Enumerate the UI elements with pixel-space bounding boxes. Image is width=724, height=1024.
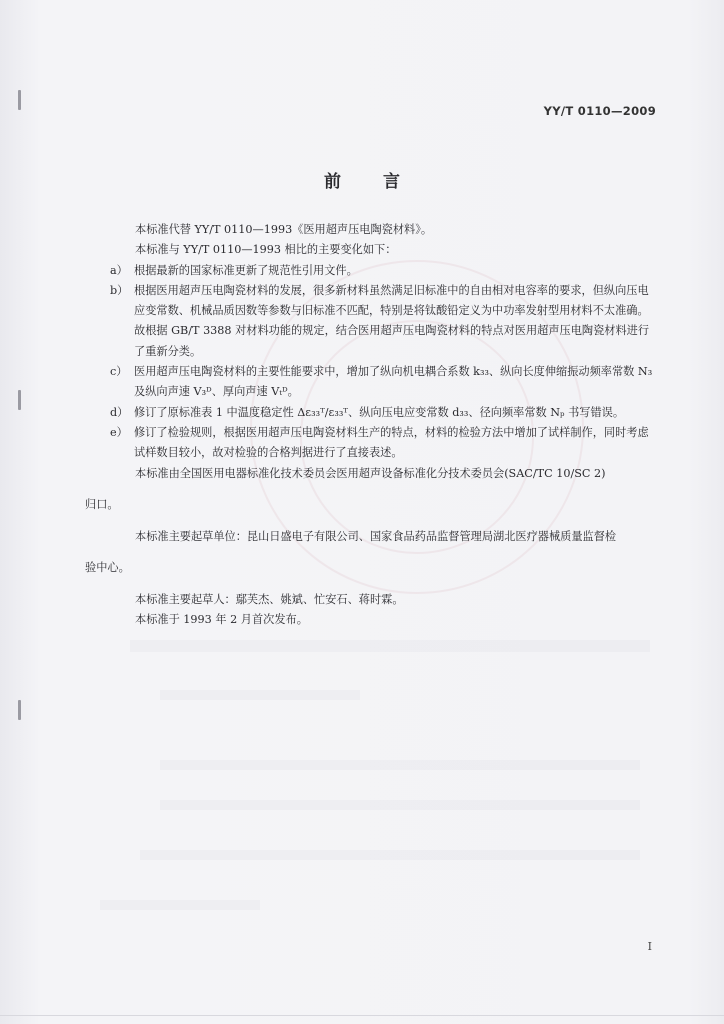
paragraph-drafting-units xyxy=(110,527,658,547)
list-item xyxy=(110,423,658,464)
list-item xyxy=(110,403,658,423)
page-title xyxy=(0,167,724,192)
list-item-text: 医用超声压电陶瓷材料的主要性能要求中，增加了纵向机电耦合系数 k₃₃、纵向长度伸缩振动频率常数 N₃ 及纵向声速 V₃ᴰ、厚向声速 Vₜᴰ。 xyxy=(134,365,653,399)
list-item-label: c） xyxy=(110,365,128,379)
page-number: I xyxy=(647,940,652,953)
paragraph-changes-intro: 本标准与 YY/T 0110—1993 相比的主要变化如下： xyxy=(135,243,397,257)
list-item xyxy=(110,362,658,403)
paragraph-drafters: 本标准主要起草人：鄢芙杰、姚斌、忙安石、蒋时霖。 xyxy=(135,592,404,606)
bleed-through-text xyxy=(160,800,640,810)
paragraph-replaces: 本标准代替 YY/T 0110—1993《医用超声压电陶瓷材料》。 xyxy=(135,223,433,236)
binding-mark xyxy=(18,700,21,720)
list-item xyxy=(110,261,658,281)
bleed-through-text xyxy=(160,690,360,700)
bleed-through-text xyxy=(100,900,260,910)
list-item xyxy=(110,281,658,362)
scan-edge xyxy=(0,1015,724,1016)
list-item-text: 修订了检验规则，根据医用超声压电陶瓷材料生产的特点，材料的检验方法中增加了试样制作，同时考虑试样数目较小，故对检验的合格判据进行了直接表述。 xyxy=(134,425,649,460)
list-item-text: 修订了原标准表 1 中温度稳定性 Δε₃₃ᵀ/ε₃₃ᵀ、纵向压电应变常数 d₃₃、径向频率常数 Nₚ 书写错误。 xyxy=(134,405,625,419)
paragraph-committee xyxy=(110,464,658,484)
list-item-label: e） xyxy=(110,425,128,439)
bleed-through-text xyxy=(140,850,640,860)
list-item-text: 根据医用超声压电陶瓷材料的发展，很多新材料虽然满足旧标准中的自由相对电容率的要求，但纵向压电应变常数、机械品质因数等参数与旧标准不匹配，特别是将钛酸铅定义为中功率发射型用材料不太准确。故根据 GB/T 3388 对材料功能的规定，结合医用超声压电陶瓷材料的特点对医用超声压电陶瓷材料进行了重新分类。 xyxy=(134,283,650,358)
title-char-1: 前 xyxy=(324,172,341,192)
list-item-label: d） xyxy=(110,405,129,419)
bleed-through-text xyxy=(160,760,640,770)
paragraph-committee-cont: 归口。 xyxy=(85,498,119,512)
foreword-body xyxy=(85,220,658,630)
binding-mark xyxy=(18,390,21,410)
list-item-label: a） xyxy=(110,263,128,277)
binding-mark xyxy=(18,90,21,110)
standard-code: YY/T 0110—2009 xyxy=(543,104,656,118)
paragraph-drafting-units-cont: 验中心。 xyxy=(85,561,130,575)
list-item-label: b） xyxy=(110,283,129,297)
paragraph-drafting-units-line1: 本标准主要起草单位：昆山日盛电子有限公司、国家食品药品监督管理局湖北医疗器械质量监督检 xyxy=(135,529,617,543)
list-item-text: 根据最新的国家标准更新了规范性引用文件。 xyxy=(134,263,358,277)
bleed-through-text xyxy=(130,640,650,652)
title-char-2: 言 xyxy=(383,172,400,192)
paragraph-first-issued: 本标准于 1993 年 2 月首次发布。 xyxy=(135,612,308,626)
paragraph-committee-line1: 本标准由全国医用电器标准化技术委员会医用超声设备标准化分技术委员会(SAC/TC 10/SC 2) xyxy=(135,466,606,480)
